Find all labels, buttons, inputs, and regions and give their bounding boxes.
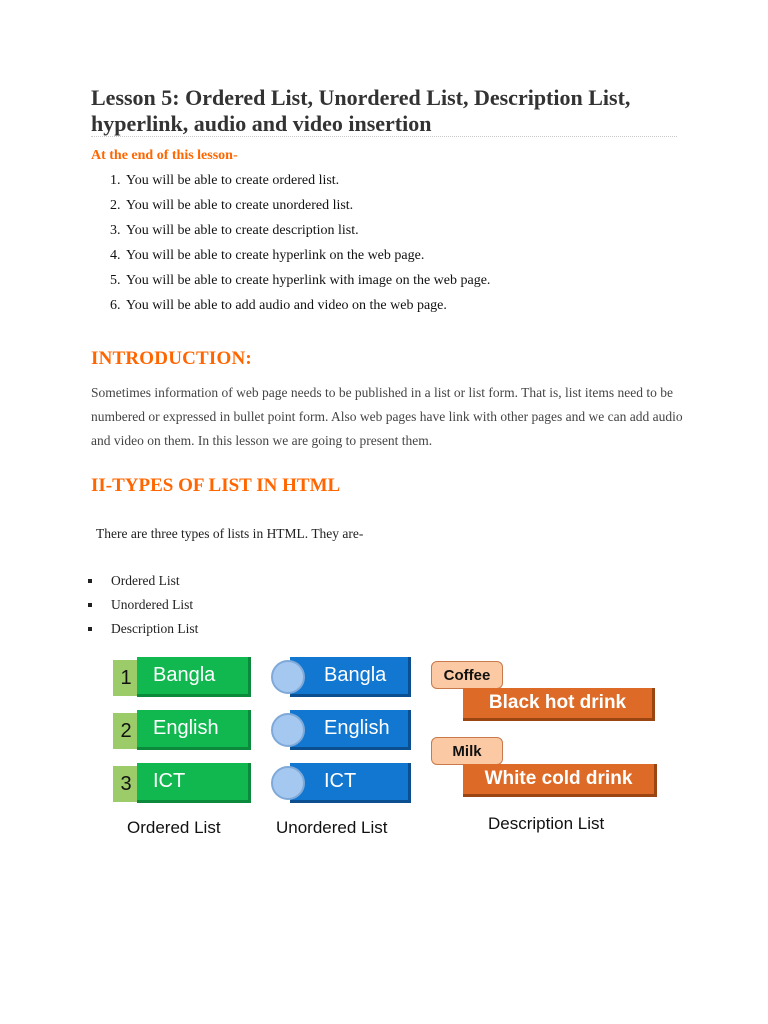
introduction-heading: INTRODUCTION: xyxy=(91,348,252,369)
objective-number: 1. xyxy=(110,173,121,188)
types-bullet-list xyxy=(88,569,198,641)
title-divider xyxy=(91,136,677,137)
list-item-label: Ordered List xyxy=(111,573,180,588)
objective-number: 4. xyxy=(110,248,121,263)
types-heading: II-TYPES OF LIST IN HTML xyxy=(91,475,341,496)
objective-item xyxy=(110,272,670,297)
bullet-circle-icon xyxy=(271,713,305,747)
objective-item xyxy=(110,222,670,247)
ordered-number: 2 xyxy=(113,713,139,749)
list-item-label: Unordered List xyxy=(111,597,194,612)
ordered-list-caption: Ordered List xyxy=(127,818,221,837)
list-item xyxy=(88,593,198,617)
ordered-item-box: Bangla xyxy=(137,657,251,697)
objective-number: 5. xyxy=(110,273,121,288)
objective-text: You will be able to create hyperlink with image on the web page. xyxy=(126,273,491,288)
list-item xyxy=(88,617,198,641)
objective-number: 6. xyxy=(110,298,121,313)
introduction-paragraph: Sometimes information of web page needs to be published in a list or list form. That is, list items need to be numbered or expressed in bullet point form. Also web pages have link with other pages and we can add audio and video on them. In this lesson we are going to present them. xyxy=(91,385,683,448)
list-item-label: Description List xyxy=(111,621,199,636)
objective-text: You will be able to create ordered list. xyxy=(126,173,340,188)
unordered-item-box: ICT xyxy=(290,763,411,803)
description-definition: Black hot drink xyxy=(463,688,655,721)
objective-item xyxy=(110,247,670,272)
objective-text: You will be able to create hyperlink on the web page. xyxy=(126,248,425,263)
description-term: Coffee xyxy=(431,661,503,689)
objective-text: You will be able to create description list. xyxy=(126,223,359,238)
description-definition: White cold drink xyxy=(463,764,657,797)
ordered-number: 3 xyxy=(113,766,139,802)
objective-text: You will be able to create unordered list. xyxy=(126,198,354,213)
description-list-caption: Description List xyxy=(488,814,605,833)
objective-item xyxy=(110,197,670,222)
unordered-item-box: English xyxy=(290,710,411,750)
description-term: Milk xyxy=(431,737,503,765)
unordered-item-box: Bangla xyxy=(290,657,411,697)
objectives-list xyxy=(110,172,670,322)
lesson-title: Lesson 5: Ordered List, Unordered List, Description List, hyperlink, audio and video insertion xyxy=(91,85,631,136)
square-bullet-icon xyxy=(88,579,92,583)
types-intro-text: There are three types of lists in HTML. They are- xyxy=(96,526,364,541)
objective-number: 3. xyxy=(110,223,121,238)
square-bullet-icon xyxy=(88,627,92,631)
list-item xyxy=(88,569,198,593)
objective-item xyxy=(110,297,670,322)
ordered-item-box: ICT xyxy=(137,763,251,803)
objective-item xyxy=(110,172,670,197)
bullet-circle-icon xyxy=(271,660,305,694)
unordered-list-caption: Unordered List xyxy=(276,818,388,837)
ordered-item-box: English xyxy=(137,710,251,750)
ordered-number: 1 xyxy=(113,660,139,696)
objectives-heading: At the end of this lesson- xyxy=(91,148,238,163)
bullet-circle-icon xyxy=(271,766,305,800)
objective-number: 2. xyxy=(110,198,121,213)
objective-text: You will be able to add audio and video on the web page. xyxy=(126,298,447,313)
square-bullet-icon xyxy=(88,603,92,607)
